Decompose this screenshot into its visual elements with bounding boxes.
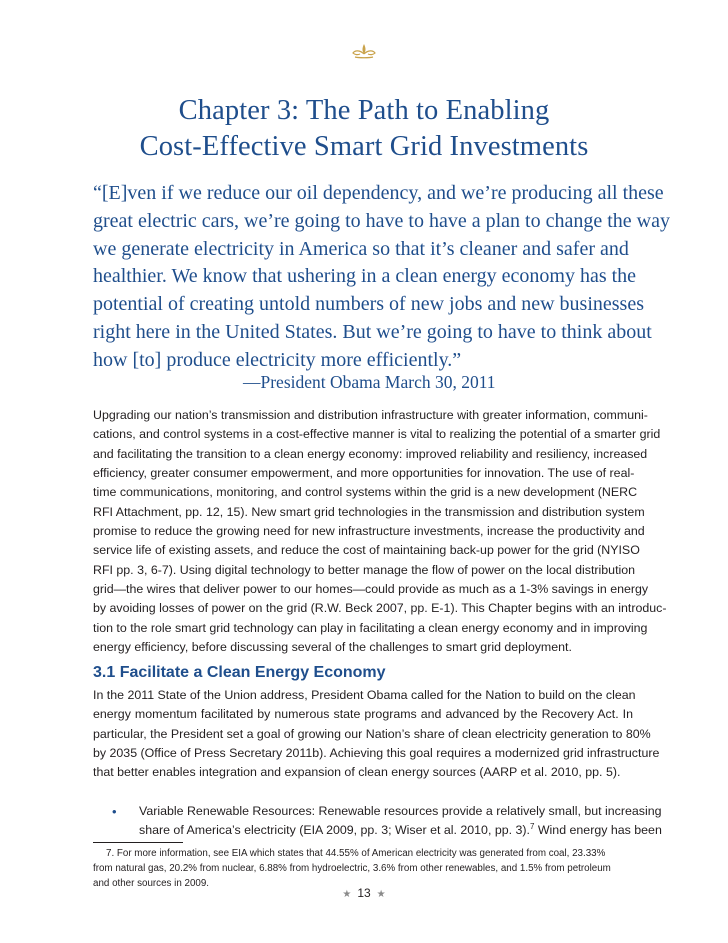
section-paragraph [93,686,660,783]
quote-line: how [to] produce electricity more efficiently.” [93,348,462,371]
quote-line: healthier. We know that ushering in a clean energy economy has the [93,265,637,288]
bullet-marker: • [112,804,117,819]
footnote-divider [93,842,183,843]
chapter-title-line-1: Chapter 3: The Path to Enabling [178,95,550,126]
footnote-reference[interactable]: 7 [529,822,535,832]
paragraph-line: efficiency, greater consumer empowerment, and more opportunities for innovation. The use of real- [93,466,635,481]
bullet-line: Variable Renewable Resources: Renewable resources provide a relatively small, but increasing [139,804,662,818]
chapter-title-line-2: Cost-Effective Smart Grid Investments [139,131,589,162]
paragraph-line: grid—the wires that deliver power to our homes—could provide as much as a 1-3% savings in energy [93,582,649,597]
fleur-ornament-icon [349,42,379,60]
paragraph-line: In the 2011 State of the Union address, President Obama called for the Nation to build on the clean [93,688,636,702]
star-icon: ★ [342,889,352,900]
footnote-line: 7. For more information, see EIA which states that 44.55% of American electricity was generated from coal, 23.33% [106,848,606,859]
epigraph-quote [93,180,670,375]
bullet-line-tail: Wind energy has been [534,823,662,838]
paragraph-line: cations, and control systems in a cost-effective manner is vital to realizing the potential of a smarter grid [93,427,661,442]
quote-line: potential of creating untold numbers of new jobs and new businesses [93,293,644,316]
paragraph-line: that better enables integration and expansion of clean energy sources (AARP et al. 2010, pp. 5). [93,765,621,780]
intro-paragraph [93,406,667,657]
paragraph-line: particular, the President set a goal of growing our Nation’s share of clean electricity generation to 80% [93,726,651,741]
bullet-line [139,821,662,840]
paragraph-line: tion to the role smart grid technology can play in facilitating a clean energy economy and in improving [93,620,648,635]
quote-line: “[E]ven if we reduce our oil dependency, and we’re producing all these [93,182,664,204]
chapter-title [60,93,668,165]
paragraph-line: service life of existing assets, and reduce the cost of maintaining back-up power for the grid (NYISO [93,543,640,558]
quote-attribution: —President Obama March 30, 2011 [243,372,496,392]
paragraph-line: and facilitating the transition to a clean energy economy: improved reliability and resiliency, increased [93,446,648,461]
page-number: 13 [357,886,371,900]
paragraph-line: by avoiding losses of power on the grid (R.W. Beck 2007, pp. E-1). This Chapter begins with an introduc- [93,601,667,616]
paragraph-line: by 2035 (Office of Press Secretary 2011b). Achieving this goal requires a modernized grid infrastructure [93,746,660,761]
quote-line: great electric cars, we’re going to have to have a plan to change the way [93,209,670,232]
paragraph-line: RFI pp. 3, 6-7). Using digital technology to better manage the flow of power on the local distribution [93,562,636,577]
footnote [93,846,633,891]
quote-line: right here in the United States. But we’re going to have to think about [93,320,652,343]
paragraph-line: energy efficiency, before discussing several of the challenges to smart grid deployment. [93,640,572,655]
star-icon: ★ [376,889,386,900]
footnote-line: and other sources in 2009. [93,878,210,889]
paragraph-line: time communications, monitoring, and control systems within the grid is a new development (NERC [93,485,638,500]
footnote-line: from natural gas, 20.2% from nuclear, 6.88% from hydroelectric, 3.6% from other renewables, and 1.5% from petroleum [93,863,611,874]
bullet-text [139,802,662,841]
page-footer [330,886,398,900]
section-heading: 3.1 Facilitate a Clean Energy Economy [93,664,386,681]
bullet-line-text: share of America’s electricity (EIA 2009, pp. 3; Wiser et al. 2010, pp. 3). [139,823,530,838]
paragraph-line: RFI Attachment, pp. 12, 15). New smart grid technologies in the transmission and distribution system [93,504,645,519]
paragraph-line: Upgrading our nation’s transmission and distribution infrastructure with greater information, communi- [93,408,648,422]
quote-line: we generate electricity in America so that it’s cleaner and safer and [93,237,629,260]
paragraph-line: promise to reduce the growing need for new infrastructure investments, increase the productivity and [93,524,645,539]
paragraph-line: energy momentum facilitated by numerous state programs and advanced by the Recovery Act. In [93,707,633,722]
